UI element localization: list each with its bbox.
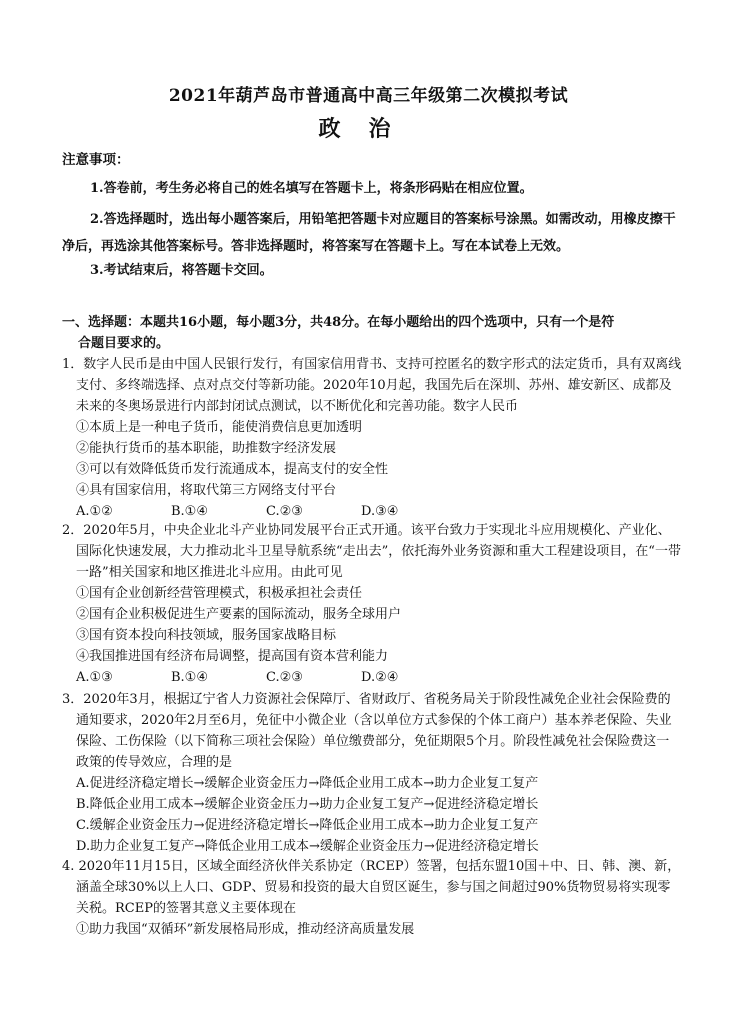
notice-heading: 注意事项： <box>62 152 130 168</box>
choice-a: A.①② <box>76 504 113 519</box>
choice-b: B.降低企业用工成本→缓解企业资金压力→助力企业复工复产→促进经济稳定增长 <box>76 797 539 812</box>
choice-d: D.助力企业复工复产→降低企业用工成本→缓解企业资金压力→促进经济稳定增长 <box>76 839 539 854</box>
question-1 <box>62 354 682 522</box>
statement-option: ③国有资本投向科技领域，服务国家战略目标 <box>76 628 337 643</box>
statement-option: ②能执行货币的基本职能，助推数字经济发展 <box>76 441 337 456</box>
choice-a: A.促进经济稳定增长→缓解企业资金压力→降低企业用工成本→助力企业复工复产 <box>76 776 539 791</box>
question-4 <box>62 856 682 940</box>
notice-item-3: 3.考试结束后，将答题卡交回。 <box>90 263 273 278</box>
question-stem: 2．2020年5月，中央企业北斗产业协同发展平台正式开通。该平台致力于实现北斗应用规模化、产业化、国际化快速发展，大力推动北斗卫星导航系统“走出去”，依托海外业务资源和重大工程建设项目，在“一带一路”相关国家和地区推进北斗应用。由此可见 <box>62 523 681 580</box>
choice-c: C.缓解企业资金压力→促进经济稳定增长→降低企业用工成本→助力企业复工复产 <box>76 818 539 833</box>
answer-choices <box>62 667 682 688</box>
notice-item-1: 1.答卷前，考生务必将自己的姓名填写在答题卡上，将条形码贴在相应位置。 <box>90 181 533 196</box>
question-stem: 4. 2020年11月15日，区域全面经济伙伴关系协定（RCEP）签署，包括东盟10国＋中、日、韩、澳、新，涵盖全球30%以上人口、GDP、贸易和投资的最大自贸区诞生，参与国之间超过90%货物贸易将实现零关税。RCEP的签署其意义主要体现在 <box>62 859 681 916</box>
statement-option: ④具有国家信用，将取代第三方网络支付平台 <box>76 483 337 498</box>
section-heading-line-2: 合题目要求的。 <box>78 336 170 351</box>
choice-b: B.①④ <box>171 670 208 685</box>
choice-b: B.①④ <box>171 504 208 519</box>
answer-choices <box>62 501 682 522</box>
exam-title: 2021年葫芦岛市普通高中高三年级第二次模拟考试 <box>168 86 569 106</box>
subject-title: 政治 <box>318 116 419 142</box>
choice-c: C.②③ <box>266 504 303 519</box>
statement-option: ④我国推进国有经济布局调整，提高国有资本营利能力 <box>76 649 389 664</box>
question-stem: 3．2020年3月，根据辽宁省人力资源社会保障厅、省财政厅、省税务局关于阶段性减免企业社会保险费的通知要求，2020年2月至6月，免征中小微企业（含以单位方式参保的个体工商户）基本养老保险、失业保险、工伤保险（以下简称三项社会保险）单位缴费部分，免征期限5个月。阶段性减免社会保险费这一政策的传导效应，合理的是 <box>62 692 672 770</box>
section-heading <box>62 312 680 354</box>
notice-item-2: 2.答选择题时，选出每小题答案后，用铅笔把答题卡对应题目的答案标号涂黑。如需改动，用橡皮擦干净后，再选涂其他答案标号。答非选择题时，将答案写在答题卡上。写在本试卷上无效。 <box>62 212 676 254</box>
choice-d: D.③④ <box>361 504 399 519</box>
choice-a: A.①③ <box>76 670 113 685</box>
question-2 <box>62 520 682 688</box>
question-3 <box>62 689 682 857</box>
statement-option: ①本质上是一种电子货币，能使消费信息更加透明 <box>76 420 363 435</box>
choice-c: C.②③ <box>266 670 303 685</box>
statement-option: ②国有企业积极促进生产要素的国际流动，服务全球用户 <box>76 607 402 622</box>
statement-option: ③可以有效降低货币发行流通成本，提高支付的安全性 <box>76 462 389 477</box>
choice-d: D.②④ <box>361 670 399 685</box>
section-heading-line-1: 一、选择题：本题共16小题，每小题3分，共48分。在每小题给出的四个选项中，只有一个是符 <box>62 315 615 330</box>
question-stem: 1．数字人民币是由中国人民银行发行，有国家信用背书、支持可控匿名的数字形式的法定货币，具有双离线支付、多终端选择、点对点交付等新功能。2020年10月起，我国先后在深圳、苏州、雄安新区、成都及未来的冬奥场景进行内部封闭试点测试，以不断优化和完善功能。数字人民币 <box>62 357 682 414</box>
statement-option: ①助力我国“双循环”新发展格局形成，推动经济高质量发展 <box>76 922 415 937</box>
statement-option: ①国有企业创新经营管理模式，积极承担社会责任 <box>76 586 363 601</box>
